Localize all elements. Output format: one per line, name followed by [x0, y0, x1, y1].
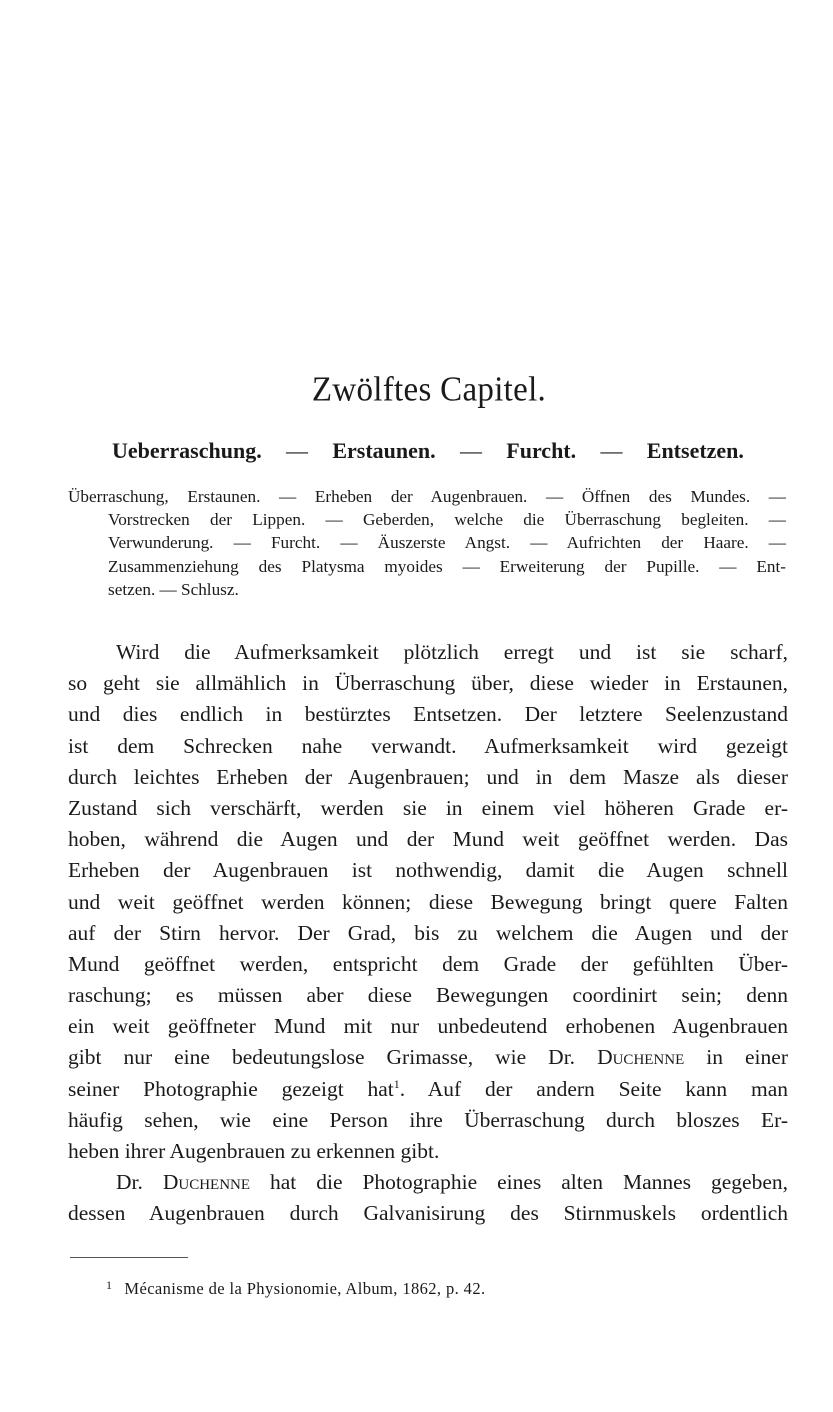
- paragraph-1: [68, 637, 788, 1167]
- body-text: [68, 637, 788, 1230]
- text-segment: . Auf der andern Seite kann man: [399, 1076, 789, 1101]
- text-line: heben ihrer Augenbrauen zu erkennen gibt.: [68, 1139, 440, 1163]
- text-line: ein weit geöffneter Mund mit nur unbedeutend erhobenen Augenbrauen: [68, 1014, 788, 1039]
- summary-line: Überraschung, Erstaunen. — Erheben der Augenbrauen. — Öffnen des Mundes. —: [68, 487, 786, 506]
- text-line: Erheben der Augenbrauen ist nothwendig, damit die Augen schnell: [68, 858, 788, 883]
- summary-line: Vorstrecken der Lippen. — Geberden, welche die Überraschung begleiten. —: [108, 510, 786, 530]
- author-name-duchenne: Duchenne: [162, 1170, 251, 1195]
- text-line: Mund geöffnet werden, entspricht dem Grade der gefühlten Über-: [68, 951, 788, 976]
- subtitle-topic-entsetzen: Entsetzen.: [646, 438, 744, 463]
- subtitle-topic-ueberraschung: Ueberraschung.: [112, 438, 262, 463]
- author-name-duchenne: Duchenne: [597, 1045, 685, 1070]
- summary-line: Verwunderung. — Furcht. — Äuszerste Angst. — Aufrichten der Haare. —: [108, 533, 786, 553]
- text-line: durch leichtes Erheben der Augenbrauen; und in dem Masze als dieser: [68, 764, 788, 789]
- text-line: und weit geöffnet werden können; diese Bewegung bringt quere Falten: [68, 889, 788, 914]
- chapter-subtitle: [112, 438, 744, 464]
- text-line: hoben, während die Augen und der Mund weit geöffnet werden. Das: [68, 827, 788, 852]
- chapter-summary: [68, 485, 786, 601]
- text-line: häufig sehen, wie eine Person ihre Überraschung durch bloszes Er-: [68, 1107, 788, 1132]
- subtitle-dash: —: [600, 438, 623, 463]
- summary-line: Zusammenziehung des Platysma myoides — Erweiterung der Pupille. — Ent-: [108, 556, 786, 576]
- text-line: raschung; es müssen aber diese Bewegungen coordinirt sein; denn: [68, 983, 788, 1008]
- subtitle-topic-erstaunen: Erstaunen.: [332, 438, 436, 463]
- footnote: [106, 1278, 486, 1299]
- text-line: und dies endlich in bestürztes Entsetzen. Der letztere Seelenzustand: [68, 702, 788, 727]
- text-segment: seiner Photographie gezeigt hat: [68, 1076, 394, 1101]
- text-segment: gibt nur eine bedeutungslose Grimasse, wie Dr.: [68, 1045, 576, 1070]
- chapter-title: Zwölftes Capitel.: [311, 371, 547, 409]
- text-line: ist dem Schrecken nahe verwandt. Aufmerksamkeit wird gezeigt: [68, 733, 788, 758]
- text-line: dessen Augenbrauen durch Galvanisirung des Stirnmuskels ordentlich: [68, 1201, 788, 1226]
- text-segment: hat die Photographie eines alten Mannes gegeben,: [270, 1170, 789, 1195]
- text-line: auf der Stirn hervor. Der Grad, bis zu welchem die Augen und der: [68, 920, 788, 945]
- footnote-text: Mécanisme de la Physionomie, Album, 1862, p. 42.: [124, 1279, 486, 1298]
- footnote-mark: 1: [106, 1278, 113, 1292]
- subtitle-dash: —: [459, 438, 482, 463]
- summary-line: setzen. — Schlusz.: [108, 579, 239, 599]
- text-segment: in einer: [706, 1045, 788, 1070]
- text-line: so geht sie allmählich in Überraschung über, diese wieder in Erstaunen,: [68, 671, 788, 696]
- footnote-divider: [70, 1257, 188, 1258]
- text-line: [68, 1042, 788, 1073]
- text-segment: Dr.: [116, 1170, 143, 1195]
- paragraph-2: [68, 1167, 788, 1229]
- text-line: Wird die Aufmerksamkeit plötzlich erregt und ist sie scharf,: [116, 640, 788, 664]
- footnote-reference[interactable]: 1: [393, 1076, 400, 1091]
- text-line: [68, 1167, 788, 1198]
- subtitle-topic-furcht: Furcht.: [506, 438, 577, 463]
- text-line: Zustand sich verschärft, werden sie in einem viel höheren Grade er-: [68, 795, 788, 820]
- text-line: [68, 1074, 788, 1105]
- subtitle-dash: —: [286, 438, 309, 463]
